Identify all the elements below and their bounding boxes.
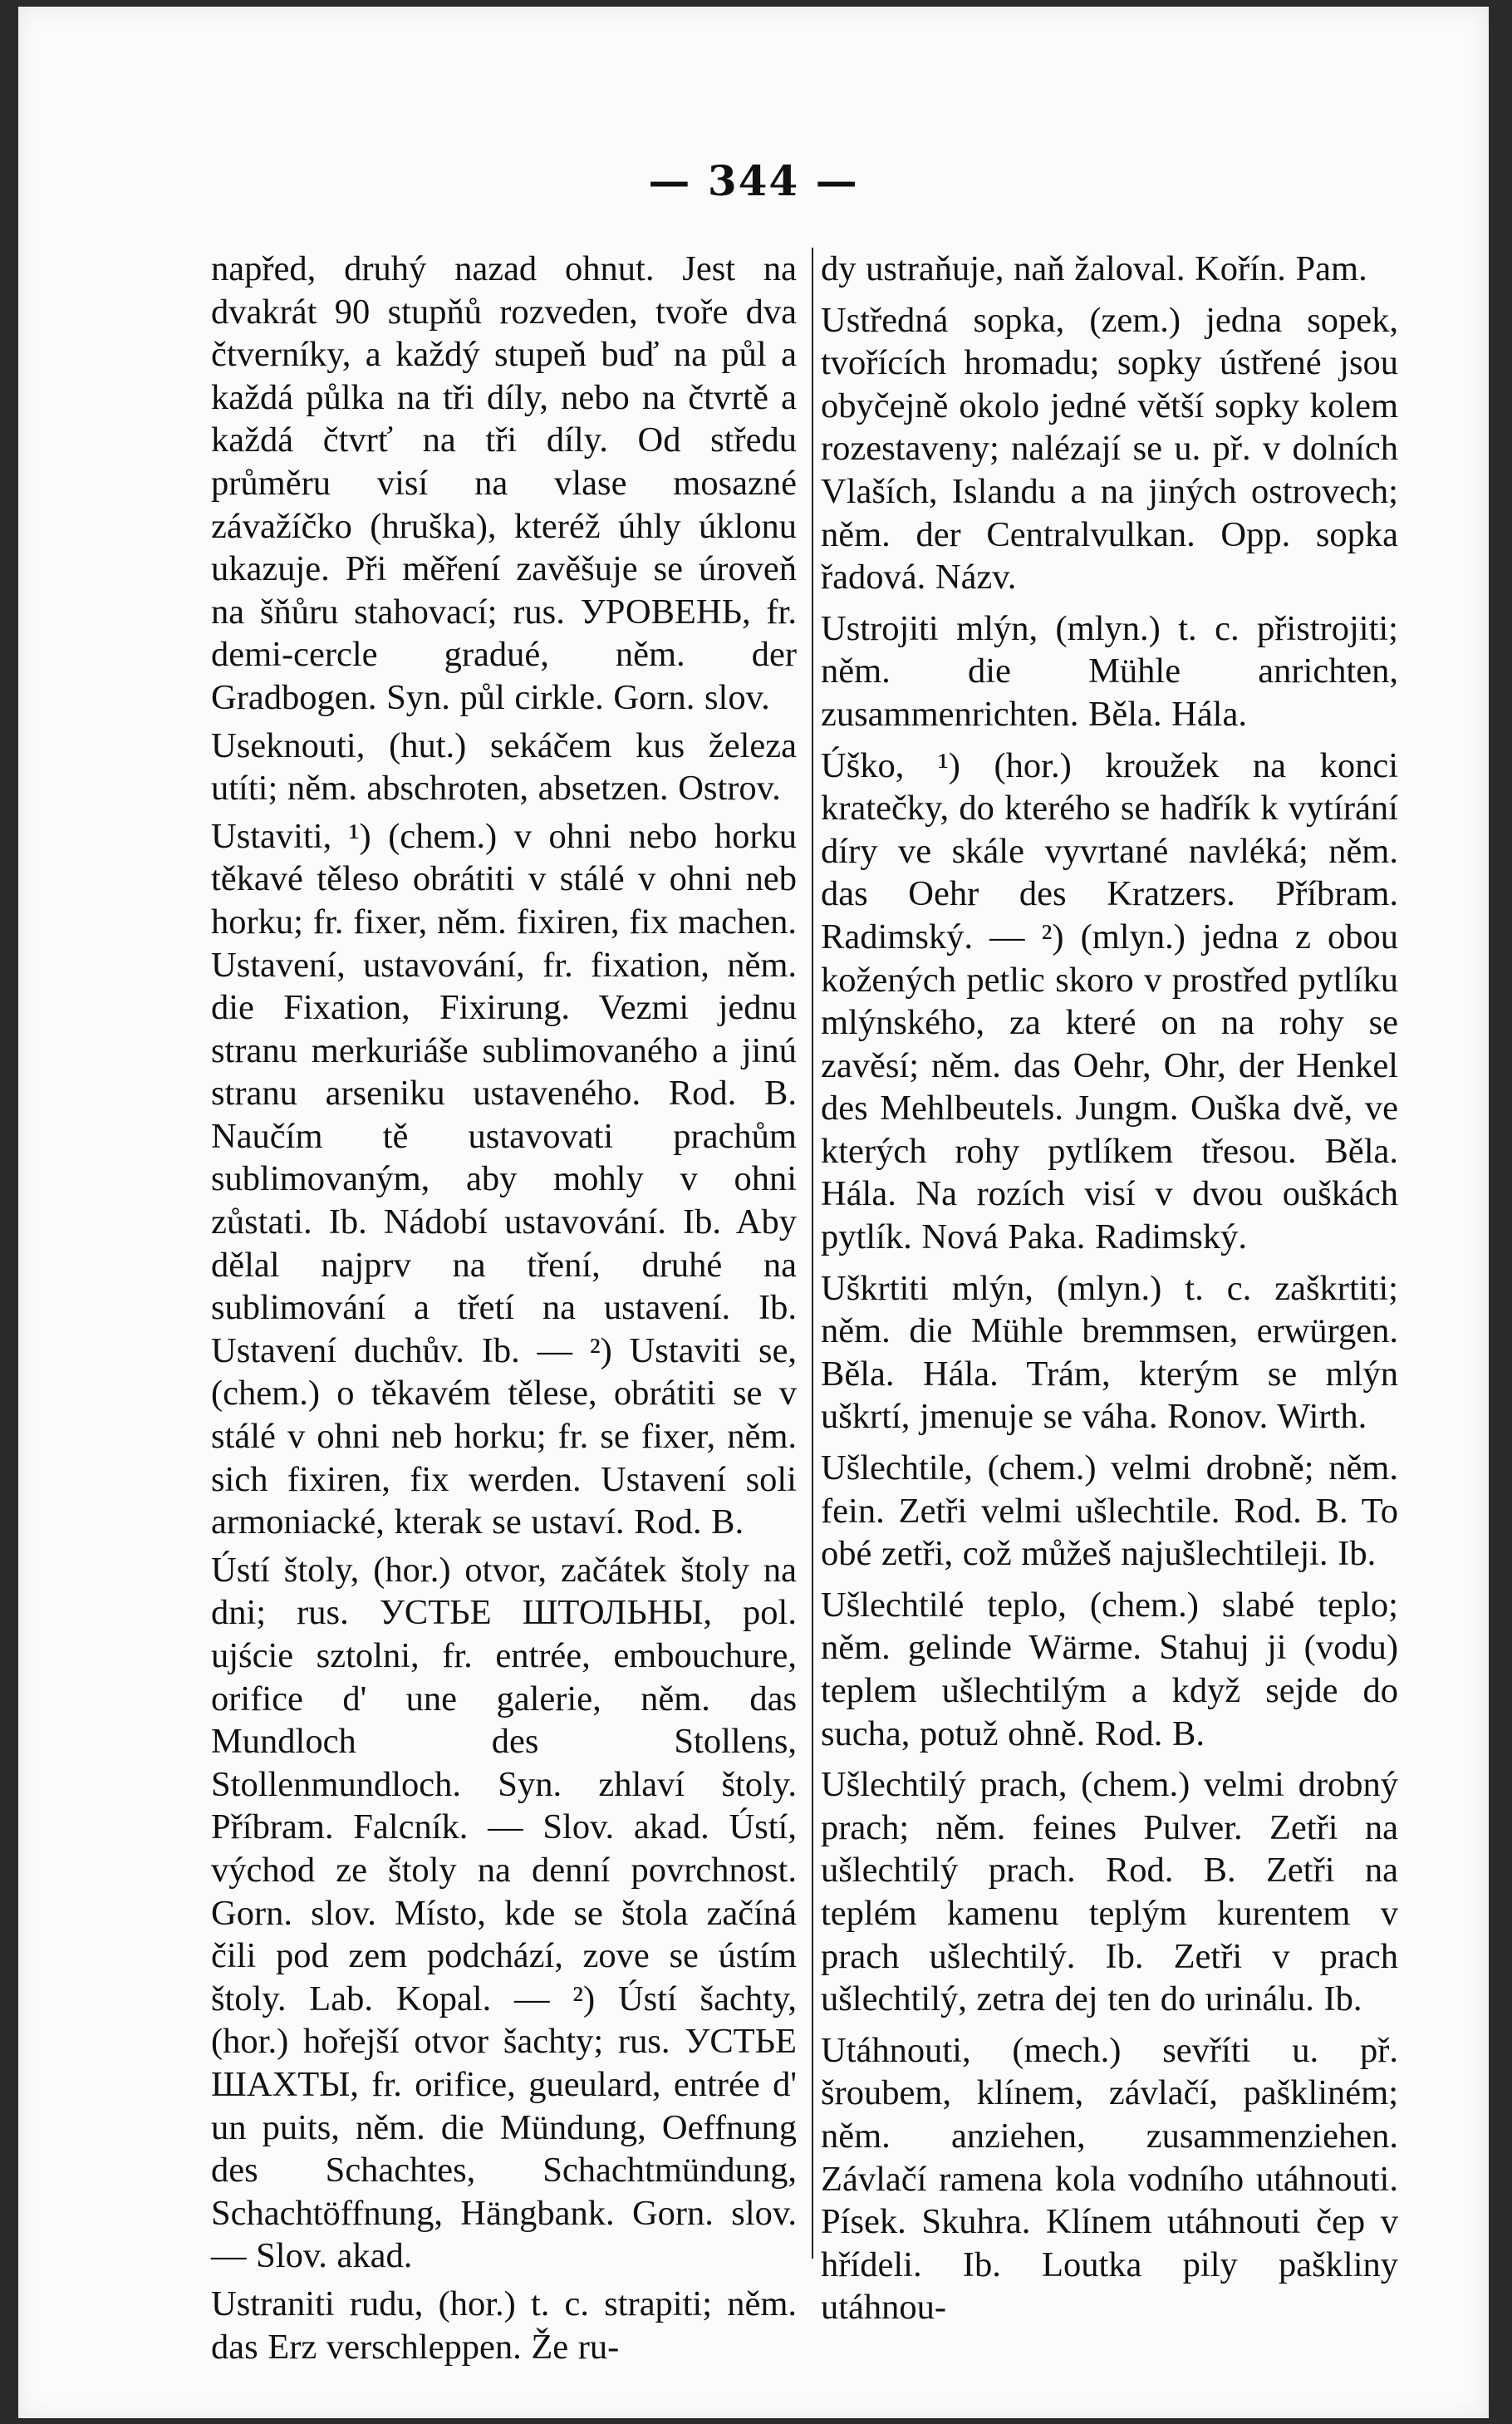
page-number: — 344 — [648, 156, 859, 205]
entry-uslechtile: Ušlechtile, (chem.) velmi drobně; něm. fein. Zetři velmi ušlechtile. Rod. B. To obé zetři, což můžeš najušlechtileji. Ib. [821, 1448, 1398, 1574]
entry-ustredna-sopka: Ustředná sopka, (zem.) jedna sopek, tvořících hromadu; sopky ústřené jsou obyčejně okolo jedné větší sopky kolem rozestaveny; nalézají se u. př. v dolních Vlaších, Islandu a na jiných ostrovech; něm. der Centralvulkan. Opp. sopka řadová. Názv. [821, 300, 1398, 597]
entry-usti-stoly: Ústí štoly, (hor.) otvor, začátek štoly na dni; rus. УСТЬЕ ШТОЛЬНЫ, pol. ujście sztolni, fr. entrée, embouchure, orifice d' une galerie, něm. das Mundloch des Stollens, Stollenmundloch. Syn. zhlaví štoly. Příbram. Falcník. — Slov. akad. Ústí, východ ze štoly na denní povrchnost. Gorn. slov. Místo, kde se štola začíná čili pod zem podchází, zove se ústím štoly. Lab. Kopal. — ²) Ústí šachty, (hor.) hořejší otvor šachty; rus. УСТЬЕ ШАХТЫ, fr. orifice, gueulard, entrée d' un puits, něm. die Mündung, Oeffnung des Schachtes, Schachtmündung, Schachtöffnung, Hängbank. Gorn. slov. — Slov. akad. [211, 1550, 797, 2276]
column-divider [812, 248, 813, 2259]
left-column [211, 248, 797, 2368]
right-column [821, 248, 1398, 2329]
entry-uskrtiti-mlyn: Uškrtiti mlýn, (mlyn.) t. c. zaškrtiti; něm. die Mühle bremmsen, erwürgen. Běla. Hála. Trám, kterým se mlýn uškrtí, jmenuje se váha. Ronov. Wirth. [821, 1268, 1398, 1437]
entry-ustrojiti-mlyn: Ustrojiti mlýn, (mlyn.) t. c. přistrojiti; něm. die Mühle anrichten, zusammenrichten. Běla. Hála. [821, 608, 1398, 734]
entry-ustraniti-rudu: Ustraniti rudu, (hor.) t. c. strapiti; něm. das Erz verschleppen. Že ru- [211, 2284, 797, 2367]
entry-uslechtile-teplo: Ušlechtilé teplo, (chem.) slabé teplo; něm. gelinde Wärme. Stahuj ji (vodu) teplem ušlechtilým a když sejde do sucha, potuž ohně. Rod. B. [821, 1585, 1398, 1753]
entry-utahnouti: Utáhnouti, (mech.) sevříti u. př. šroubem, klínem, závlačí, paškliném; něm. anziehen, zusammenziehen. Závlačí ramena kola vodního utáhnouti. Písek. Skuhra. Klínem utáhnouti čep v hřídeli. Ib. Loutka pily paškliny utáhnou- [821, 2030, 1398, 2328]
entry-continuation-right: dy ustraňuje, naň žaloval. Kořín. Pam. [821, 249, 1367, 288]
entry-continuation: napřed, druhý nazad ohnut. Jest na dvakrát 90 stupňů rozveden, tvoře dva čtverníky, a každý stupeň buď na půl a každá půlka na tři díly, nebo na čtvrtě a každá čtvrť na tři díly. Od středu průměru visí na vlase mosazné závažíčko (hruška), kteréž úhly úklonu ukazuje. Při měření zavěšuje se úroveň na šňůru stahovací; rus. УРОВЕНЬ, fr. demi-cercle gradué, něm. der Gradbogen. Syn. půl cirkle. Gorn. slov. [211, 249, 797, 717]
entry-useknouti: Useknouti, (hut.) sekáčem kus železa utíti; něm. abschroten, absetzen. Ostrov. [211, 725, 797, 809]
entry-uslechtily-prach: Ušlechtilý prach, (chem.) velmi drobný prach; něm. feines Pulver. Zetři na ušlechtilý prach. Rod. B. Zetři na teplém kamenu teplým kurentem v prach ušlechtilý. Ib. Zetři v prach ušlechtilý, zetra dej ten do urinálu. Ib. [821, 1765, 1398, 2019]
entry-ustaviti: Ustaviti, ¹) (chem.) v ohni nebo horku těkavé těleso obrátiti v stálé v ohni neb horku; fr. fixer, něm. fixiren, fix machen. Ustavení, ustavování, fr. fixation, něm. die Fixation, Fixirung. Vezmi jednu stranu merkuriáše sublimovaného a jinú stranu arseniku ustaveného. Rod. B. Naučím tě ustavovati prachům sublimovaným, aby mohly v ohni zůstati. Ib. Nádobí ustavování. Ib. Aby dělal najprv na tření, druhé na sublimování a třetí na ustavení. Ib. Ustavení duchův. Ib. — ²) Ustaviti se, (chem.) o těkavém tělese, obrátiti se v stálé v ohni neb horku; fr. se fixer, něm. sich fixiren, fix werden. Ustavení soli armoniacké, kterak se ustaví. Rod. B. [211, 816, 797, 1542]
entry-usko: Úško, ¹) (hor.) kroužek na konci kratečky, do kterého se hadřík k vytírání díry ve skále vyvrtané navléká; něm. das Oehr des Kratzers. Příbram. Radimský. — ²) (mlyn.) jedna z obou kožených petlic skoro v prostřed pytlíku mlýnského, za které on na rohy se zavěsí; něm. das Oehr, Ohr, der Henkel des Mehlbeutels. Jungm. Ouška dvě, ve kterých rohy pytlíkem třesou. Běla. Hála. Na rozích visí v dvou ouškách pytlík. Nová Paka. Radimský. [821, 745, 1398, 1257]
dictionary-page [18, 7, 1489, 2418]
